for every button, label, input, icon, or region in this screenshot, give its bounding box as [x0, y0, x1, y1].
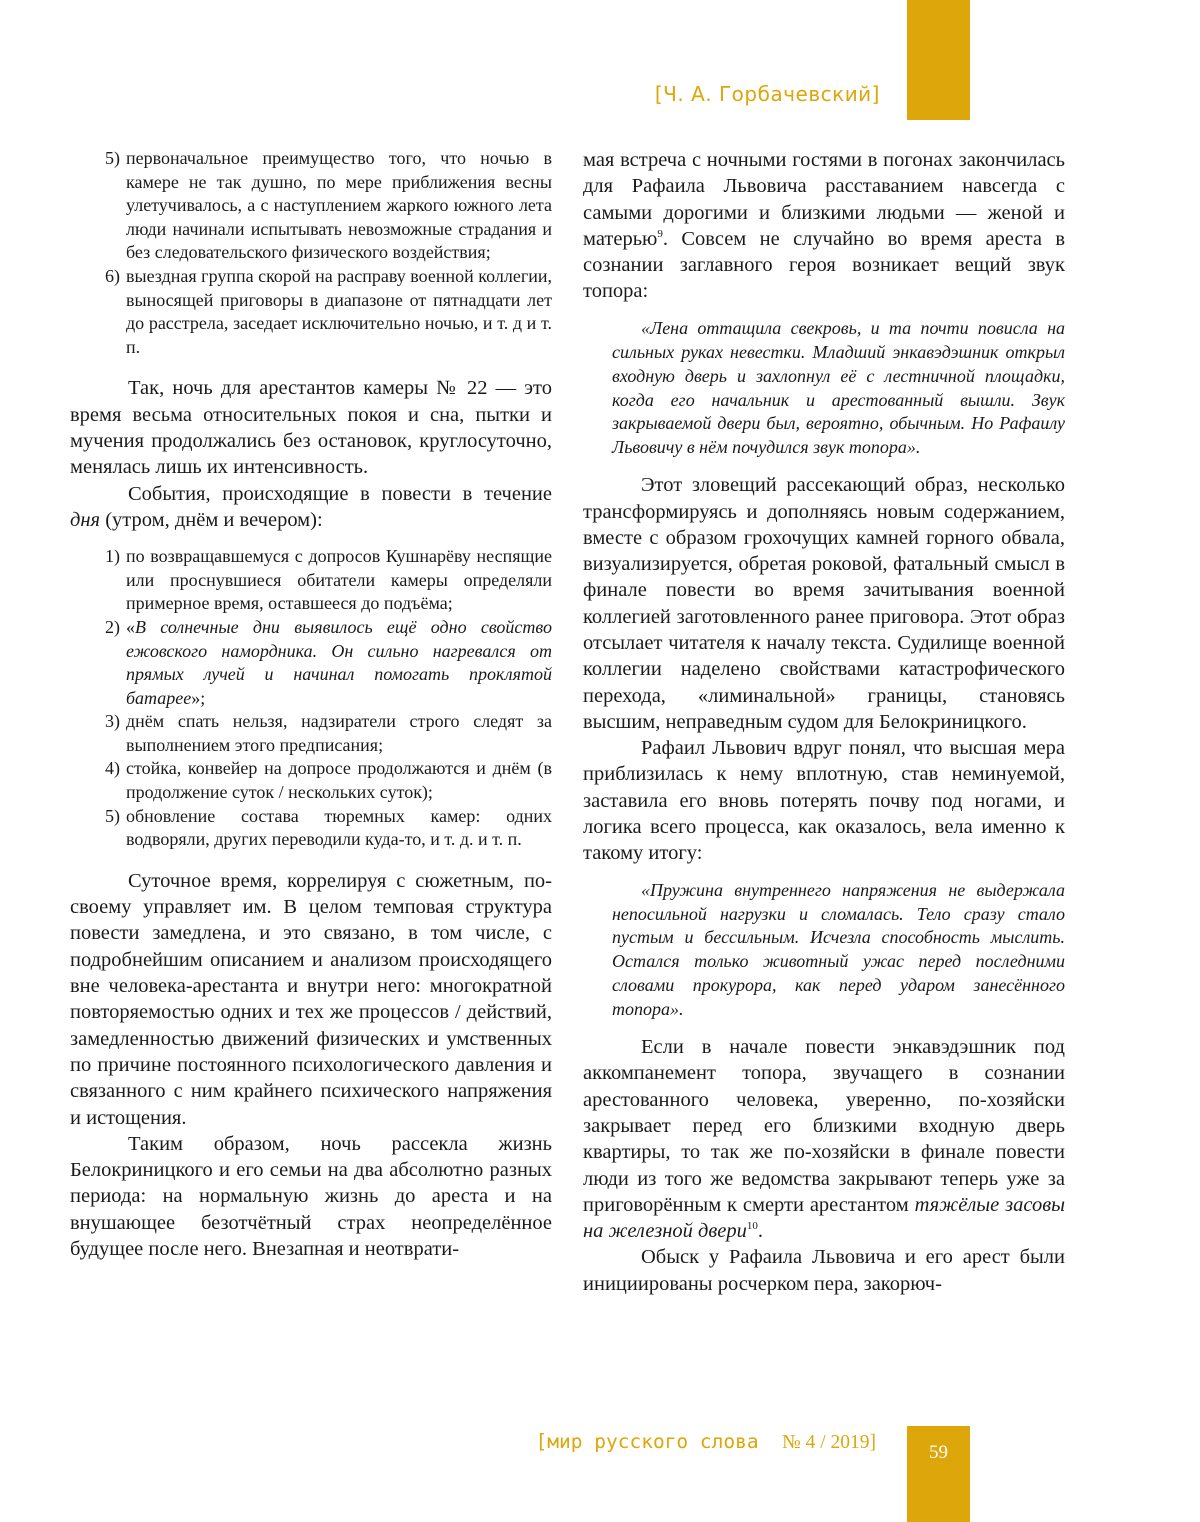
journal-footer	[440, 1430, 876, 1454]
paragraph-text: (утром, днём и вечером):	[100, 508, 323, 531]
day-list	[70, 545, 552, 852]
block-quote: «Пружина внутреннего напряжения не выдержала непосильной нагрузки и сломалась. Тело сразу стало пустым и бессильным. Исчезла способность мыслить. Остался только животный ужас перед последними словами прокурора, как перед ударом занесённого топора».	[612, 879, 1065, 1020]
block-quote: «Лена оттащила свекровь, и та почти повисла на сильных руках невестки. Младший энкавэдэшник открыл входную дверь и захлопнул её с лестничной площадки, когда его начальник и арестованный вышли. Звук закрываемой двери был, вероятно, обычным. Но Рафаилу Львовичу в нём почудился звук топора».	[612, 317, 1065, 458]
paragraph	[70, 481, 552, 534]
list-item-text: первоначальное преимущество того, что ночью в камере не так душно, по мере приближения весны улетучивалось, а с наступлением жаркого южного лета люди начинали испытывать невозможные страдания и без следовательского физического воздействия;	[126, 148, 552, 263]
quote-mark: «	[126, 616, 135, 637]
list-item-text: по возвращавшемуся с допросов Кушнарёву неспящие или проснувшиеся обитатели камеры определяли примерное время, оставшееся до подъёма;	[126, 546, 552, 614]
running-head: [Ч. А. Горбачевский]	[654, 82, 880, 106]
list-marker: 2)	[105, 616, 120, 637]
paragraph: Этот зловещий рассекающий образ, несколько трансформируясь и дополняясь новым содержанием, вместе с образом грохочущих камней горного обвала, визуализируется, обретая роковой, фатальный смысл в финале повести во время зачитывания военной коллегией заготовленного ранее приговора. Этот образ отсылает читателя к началу текста. Судилище военной коллегии наделено свойствами катастрофического перехода, «лиминальной» границы, становясь высшим, неправедным судом для Белокриницкого.	[583, 474, 1065, 733]
paragraph: Таким образом, ночь рассекла жизнь Белокриницкого и его семьи на два абсолютно разных периода: на нормальную жизнь до ареста и на внушающее безотчётный страх неопределённое будущее после него. Внезапная и неотврати-	[70, 1132, 552, 1260]
italic-term: дня	[70, 508, 101, 531]
paragraph: Так, ночь для арестантов камеры № 22 — это время весьма относительных покоя и сна, пытки и мучения продолжались без остановок, круглосуточно, менялась лишь их интенсивность.	[70, 377, 552, 479]
paragraph: Суточное время, коррелируя с сюжетным, по-своему управляет им. В целом темповая структура повести замедлена, и это связано, в том числе, с подробнейшим описанием и анализом происходящего вне человека-арестанта и внутри него: многократной повторяемостью одних и тех же процессов / действий, замедленностью движений физических и умственных по причине постоянного психологического давления и связанного с ним крайнего психического напряжения и истощения.	[70, 869, 552, 1129]
italic-phrase: тяжёлые засовы на железной двери	[583, 1193, 1065, 1243]
list-item	[70, 710, 552, 757]
paragraph-text: Если в начале повести энкавэдэшник под аккомпанемент топора, звучащего в сознании арестованного человека, уверенно, по-хозяйски закрывает перед его близкими входную дверь квартиры, то так же по-хозяйски в финале повести люди из того же ведомства закрывают теперь уже за приговорённым к смерти арестантом	[583, 1036, 1065, 1216]
night-list	[70, 147, 552, 359]
footer-accent-bar	[907, 1426, 970, 1522]
paragraph: Рафаил Львович вдруг понял, что высшая мера приблизилась к нему вплотную, став неминуемой, заставила его вновь потерять почву под ногами, и логика всего процесса, как оказалось, вела именно к такому итогу:	[583, 737, 1065, 865]
left-column	[70, 147, 552, 1262]
list-item	[70, 757, 552, 804]
list-marker: 6)	[105, 265, 120, 286]
list-item-text: выездная группа скорой на расправу военной коллегии, выносящей приговоры в диапазоне от пятнадцати лет до расстрела, заседает исключительно ночью, и т. д и т. п.	[126, 265, 552, 357]
list-item-quote: В солнечные дни выявилось ещё одно свойство ежовского намордника. Он сильно нагревался от прямых лучей и начинал помогать проклятой батарее	[126, 616, 552, 708]
journal-issue: № 4 / 2019]	[782, 1432, 876, 1453]
list-marker: 3)	[105, 711, 120, 732]
header-accent-bar	[907, 0, 970, 120]
journal-title: [мир русского слова	[535, 1430, 759, 1453]
list-item	[70, 265, 552, 359]
paragraph	[583, 1034, 1065, 1244]
footnote-ref: 9	[657, 228, 663, 241]
footnote-ref: 10	[746, 1220, 758, 1233]
paragraph-text: . Совсем не случайно во время ареста в сознании заглавного героя возникает вещий звук топора:	[583, 227, 1065, 303]
page-number: 59	[929, 1442, 948, 1463]
list-item-text: днём спать нельзя, надзиратели строго следят за выполнением этого предписания;	[126, 711, 552, 755]
list-marker: 4)	[105, 758, 120, 779]
quote-mark: »;	[191, 687, 206, 708]
list-item-text: обновление состава тюремных камер: одних водворяли, других переводили куда-то, и т. д. и т. п.	[126, 805, 552, 850]
paragraph-text: мая встреча с ночными гостями в погонах закончилась для Рафаила Львовича расставанием навсегда с самыми дорогими и близкими людьми — женой и матерью	[583, 149, 1065, 250]
list-marker: 5)	[105, 148, 120, 168]
list-item	[70, 805, 552, 852]
paragraph-text: .	[757, 1220, 763, 1243]
paragraph: Обыск у Рафаила Львовича и его арест были инициированы росчерком пера, закорюч-	[583, 1246, 1065, 1295]
paragraph-text: События, происходящие в повести в течение	[128, 482, 552, 505]
list-item-text: стойка, конвейер на допросе продолжаются и днём (в продолжение суток / нескольких суток);	[126, 758, 552, 803]
right-column	[583, 147, 1065, 1297]
list-marker: 5)	[105, 805, 120, 826]
list-item	[70, 616, 552, 710]
paragraph	[583, 147, 1065, 305]
list-item	[70, 545, 552, 616]
list-item	[70, 147, 552, 265]
list-marker: 1)	[105, 546, 120, 567]
